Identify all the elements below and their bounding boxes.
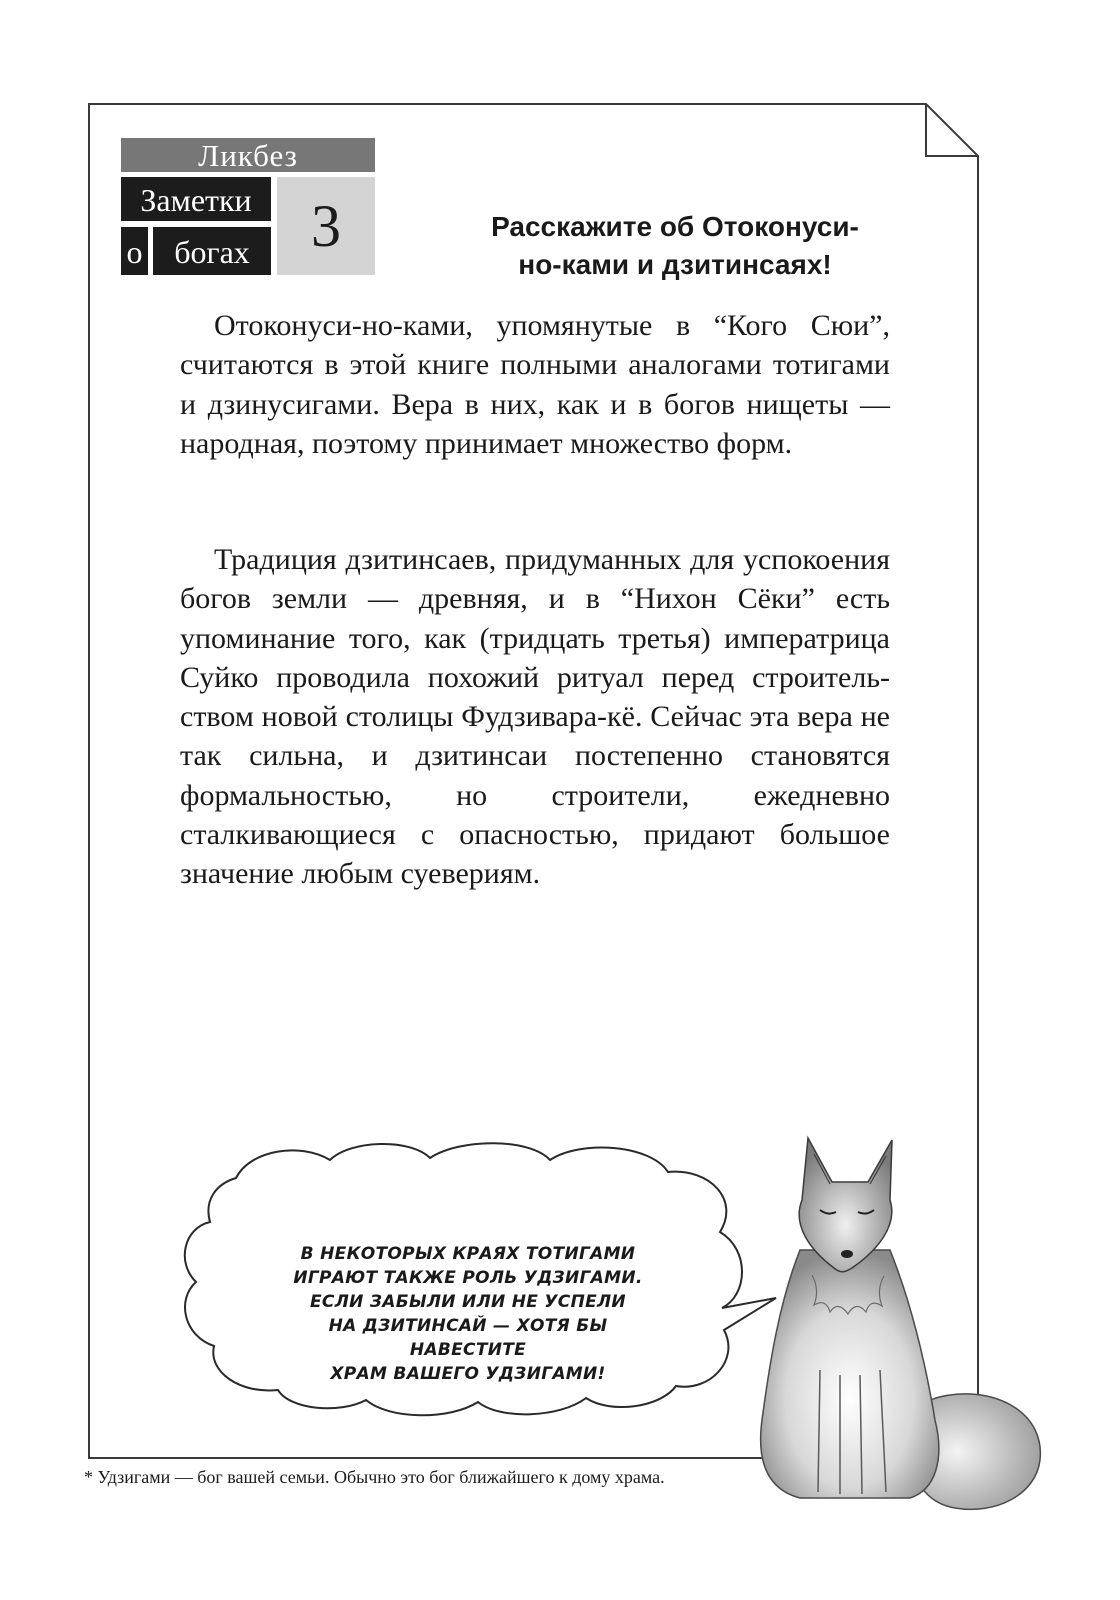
body-paragraph-2: Традиция дзитинсаев, придуманных для успокоения богов земли — древняя, и в “Нихон Сёки” есть упоминание того, как (тридцать третья) императрица Суйко проводила похожий ритуал перед строитель-ством новой столицы Фудзивара-кё. Сейчас эта вера не так сильна, и дзитинсаи постепенно становятся формальностью, но строители, ежедневно сталкивающиеся с опасностью, придают большое значение любым суевериям. xyxy=(180,543,890,891)
heading-series-label: Ликбез xyxy=(121,138,375,172)
question-title xyxy=(430,208,920,284)
bubble-line-3: ЕСЛИ ЗАБЫЛИ ИЛИ НЕ УСПЕЛИ xyxy=(310,1292,626,1312)
body-paragraph-1: Отоконуси-но-ками, упомянутые в “Кого Сюи”, считаются в этой книге полными аналогами тотигами и дзинусигами. Вера в них, как и в богов нищеты — народная, поэтому принимает множество форм. xyxy=(180,309,890,460)
question-line2: но-ками и дзитинсаях! xyxy=(518,249,832,280)
bubble-line-5: ХРАМ ВАШЕГО УДЗИГАМИ! xyxy=(330,1364,606,1384)
bubble-line-2: ИГРАЮТ ТАКЖЕ РОЛЬ УДЗИГАМИ. xyxy=(293,1268,643,1288)
fox-icon xyxy=(740,1130,1050,1520)
bubble-line-4: НА ДЗИТИНСАЙ — ХОТЯ БЫ НАВЕСТИТЕ xyxy=(328,1316,608,1360)
section-heading xyxy=(121,138,375,278)
heading-title-prefix: о xyxy=(121,227,148,275)
heading-number: 3 xyxy=(277,177,375,275)
heading-title-line2: богах xyxy=(153,227,271,275)
heading-title-line1: Заметки xyxy=(121,177,271,221)
question-line1: Расскажите об Отоконуси- xyxy=(491,211,859,242)
bubble-line-1: В НЕКОТОРЫХ КРАЯХ ТОТИГАМИ xyxy=(300,1244,636,1264)
footnote: * Удзигами — бог вашей семьи. Обычно это бог ближайшего к дому храма. xyxy=(84,1467,665,1487)
bubble-text xyxy=(278,1242,658,1386)
